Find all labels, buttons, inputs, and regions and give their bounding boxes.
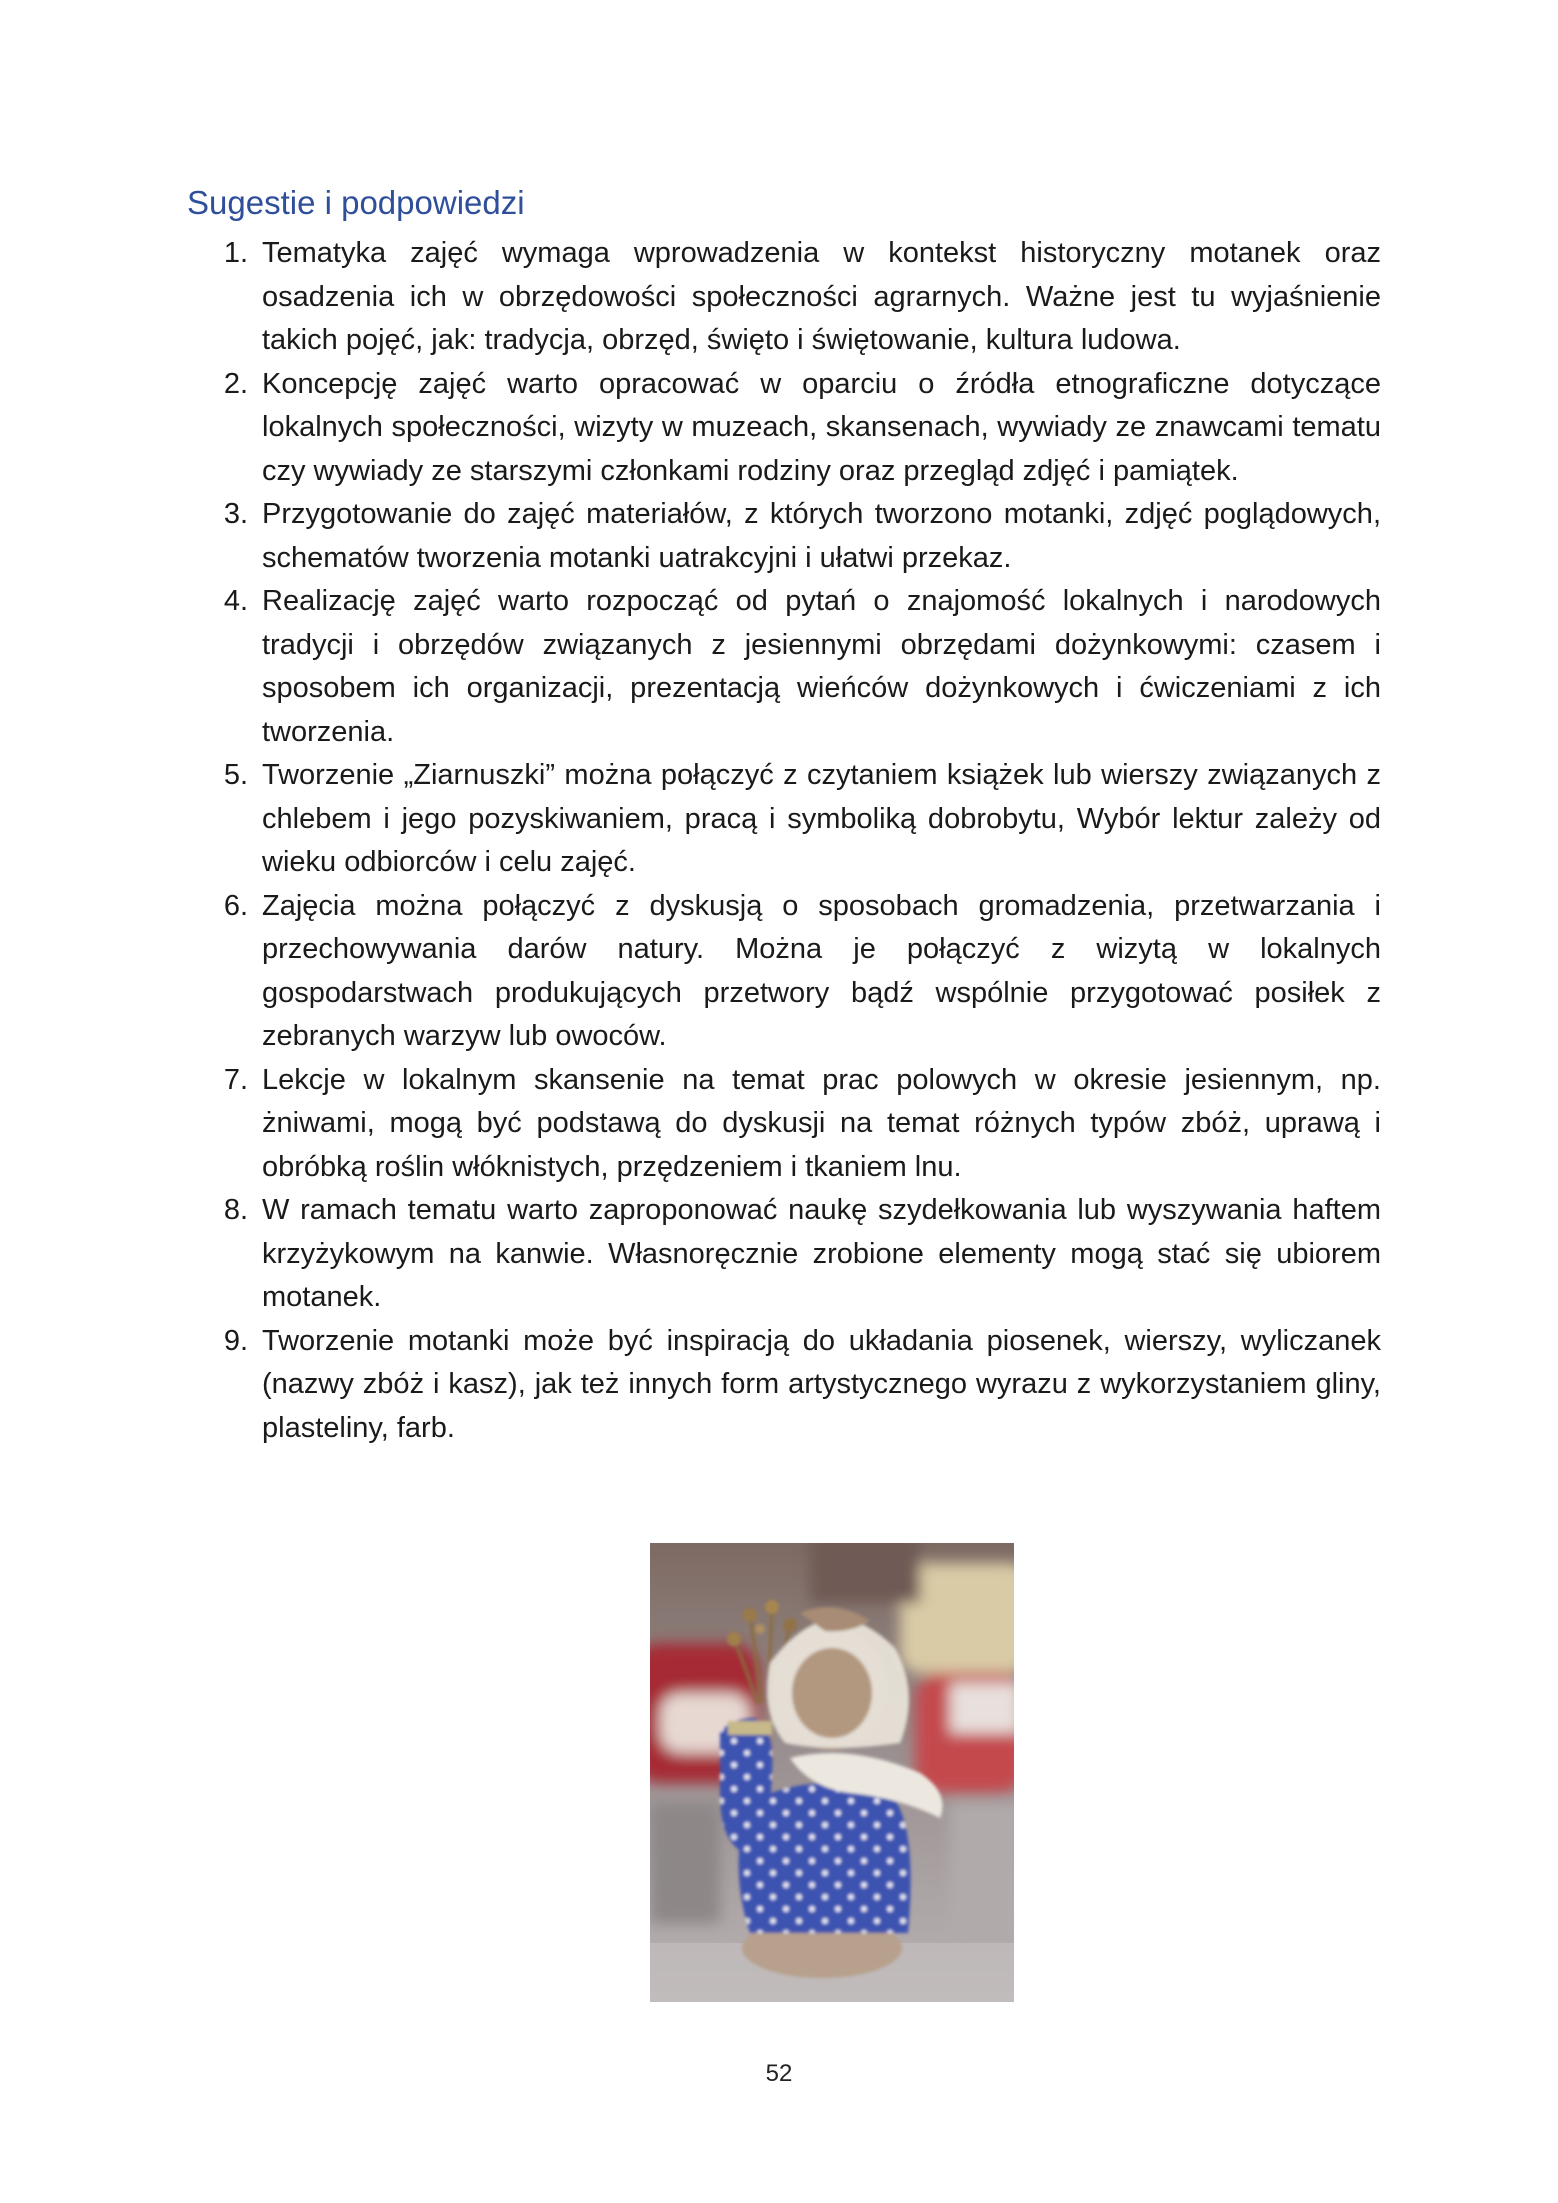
item-number: 1. (223, 237, 248, 269)
list-item (187, 493, 1381, 580)
item-text: Realizację zajęć warto rozpocząć od pytań o znajomość lokalnych i narodowych tradycji i obrzędów związanych z jesiennymi obrzędami dożynkowymi: czasem i sposobem ich organizacji, prezentacją wieńców dożynkowych i ćwiczeniami z ich tworzenia. (262, 585, 1381, 748)
list-item (187, 1059, 1381, 1190)
item-text: W ramach tematu warto zaproponować naukę szydełkowania lub wyszywania haftem krzyżykowym na kanwie. Własnoręcznie zrobione elementy mogą stać się ubiorem motanek. (262, 1194, 1381, 1313)
item-text: Tematyka zajęć wymaga wprowadzenia w kontekst historyczny motanek oraz osadzenia ich w obrzędowości społeczności agrarnych. Ważne jest tu wyjaśnienie takich pojęć, jak: tradycja, obrzęd, święto i świętowanie, kultura ludowa. (262, 237, 1381, 356)
list-item (187, 754, 1381, 885)
motanka-doll-photo (650, 1543, 1014, 2002)
item-number: 4. (223, 585, 248, 617)
list-item (187, 232, 1381, 363)
item-text: Tworzenie „Ziarnuszki” można połączyć z czytaniem książek lub wierszy związanych z chlebem i jego pozyskiwaniem, pracą i symboliką dobrobytu, Wybór lektur zależy od wieku odbiorców i celu zajęć. (262, 759, 1381, 878)
item-text: Lekcje w lokalnym skansenie na temat prac polowych w okresie jesiennym, np. żniwami, mogą być podstawą do dyskusji na temat różnych typów zbóż, uprawą i obróbką roślin włóknistych, przędzeniem i tkaniem lnu. (262, 1063, 1381, 1183)
item-number: 5. (223, 759, 248, 791)
item-number: 6. (223, 889, 248, 922)
list-item (187, 885, 1381, 1059)
page-number: 52 (765, 2060, 793, 2087)
list-item (187, 1320, 1381, 1451)
item-number: 2. (223, 367, 248, 400)
item-number: 8. (223, 1194, 248, 1226)
item-text: Tworzenie motanki może być inspiracją do układania piosenek, wierszy, wyliczanek (nazwy zbóż i kasz), jak też innych form artystycznego wyrazu z wykorzystaniem gliny, plasteliny, farb. (262, 1324, 1381, 1444)
list-item (187, 1189, 1381, 1320)
suggestions-list (187, 232, 1381, 1450)
item-number: 3. (223, 498, 248, 530)
item-text: Przygotowanie do zajęć materiałów, z których tworzono motanki, zdjęć poglądowych, schematów tworzenia motanki uatrakcyjni i ułatwi przekaz. (262, 498, 1381, 574)
section-heading: Sugestie i podpowiedzi (187, 184, 525, 221)
list-item (187, 363, 1381, 494)
item-number: 7. (223, 1063, 248, 1096)
item-number: 9. (223, 1324, 248, 1357)
item-text: Zajęcia można połączyć z dyskusją o sposobach gromadzenia, przetwarzania i przechowywania darów natury. Można je połączyć z wizytą w lokalnych gospodarstwach produkujących przetwory bądź wspólnie przygotować posiłek z zebranych warzyw lub owoców. (262, 889, 1381, 1052)
item-text: Koncepcję zajęć warto opracować w oparciu o źródła etnograficzne dotyczące lokalnych społeczności, wizyty w muzeach, skansenach, wywiady ze znawcami tematu czy wywiady ze starszymi członkami rodziny oraz przegląd zdjęć i pamiątek. (262, 367, 1381, 487)
list-item (187, 580, 1381, 754)
